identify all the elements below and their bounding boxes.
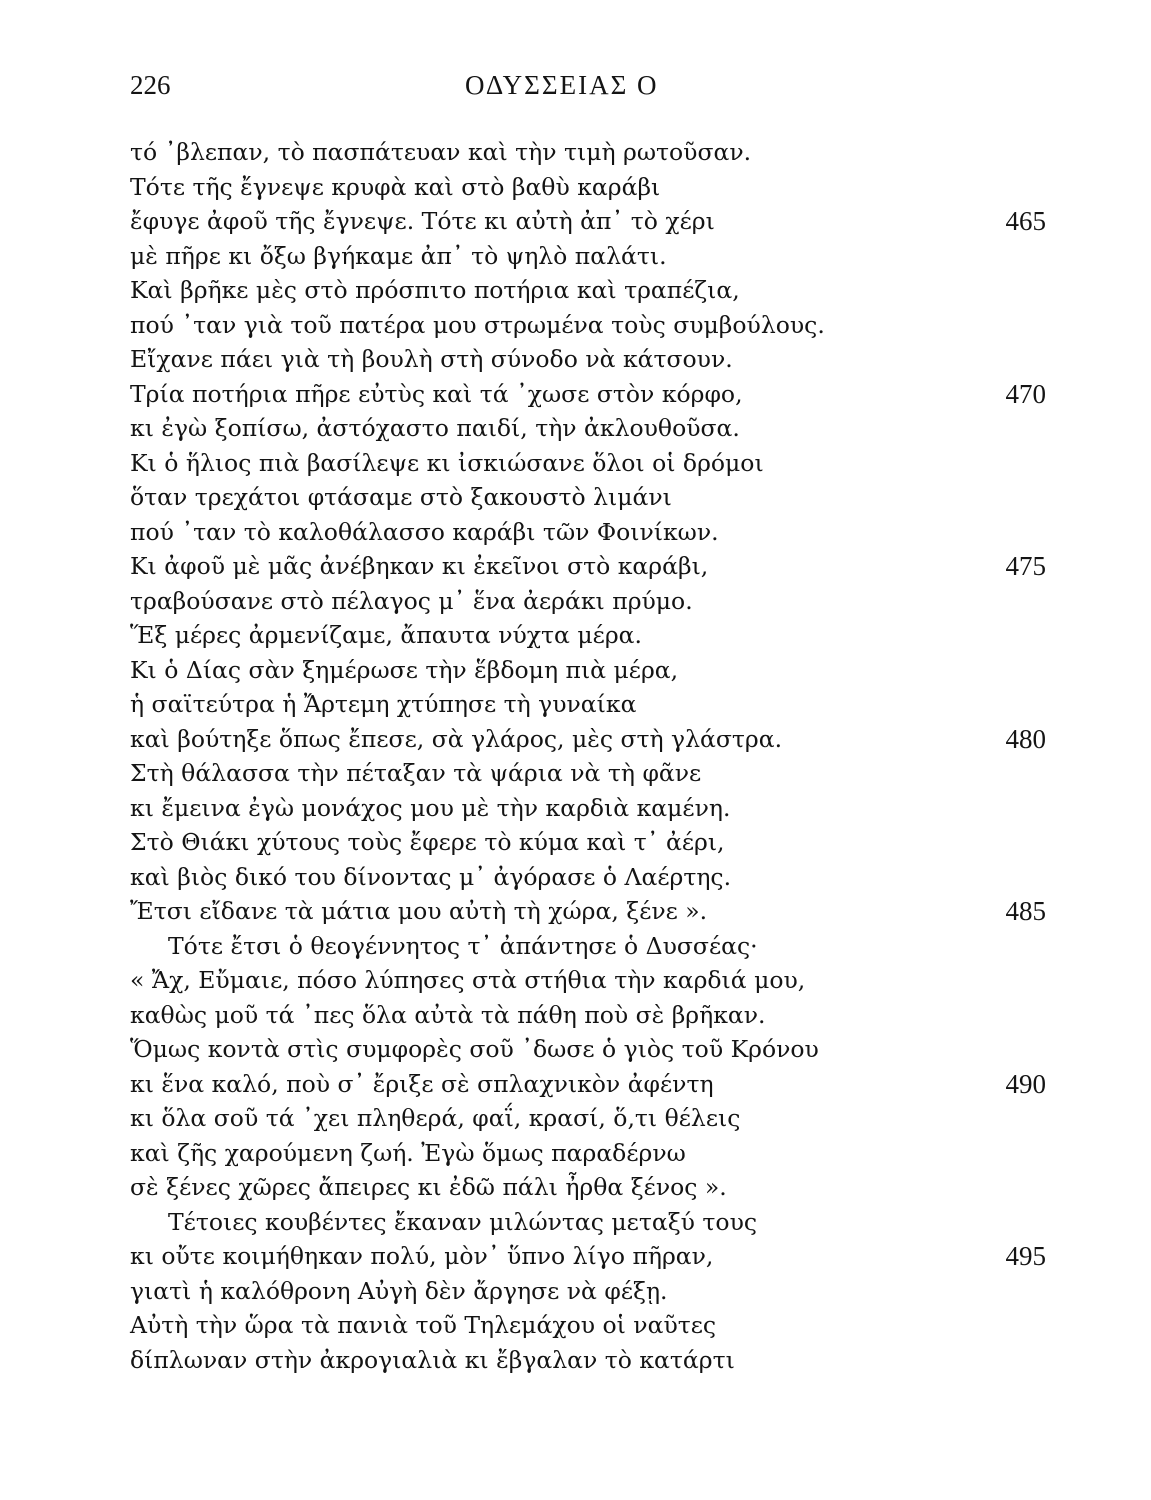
verse-line — [130, 894, 1048, 929]
verse-text: σὲ ξένες χῶρες ἄπειρες κι ἐδῶ πάλι ἦρθα ξένος ». — [130, 1173, 727, 1201]
verse-line — [130, 515, 1048, 550]
verse-line — [130, 239, 1048, 274]
verse-block — [130, 135, 1048, 1377]
verse-line — [130, 1032, 1048, 1067]
verse-line — [130, 308, 1048, 343]
verse-text: Καὶ βρῆκε μὲς στὸ πρόσπιτο ποτήρια καὶ τραπέζια, — [130, 276, 740, 304]
verse-text: καθὼς μοῦ τά ᾽πες ὅλα αὐτὰ τὰ πάθη ποὺ σὲ βρῆκαν. — [130, 1000, 766, 1029]
verse-line — [130, 446, 1048, 481]
line-number: 465 — [1005, 206, 1046, 236]
verse-line — [130, 860, 1048, 895]
verse-line — [130, 791, 1048, 826]
verse-text: καὶ βούτηξε ὅπως ἔπεσε, σὰ γλάρος, μὲς στὴ γλάστρα. — [130, 724, 783, 753]
verse-text: Εἴχανε πάει γιὰ τὴ βουλὴ στὴ σύνοδο νὰ κάτσουν. — [130, 345, 733, 373]
verse-line — [130, 377, 1048, 412]
verse-text: καὶ ζῆς χαρούμενη ζωή. Ἐγὼ ὅμως παραδέρνω — [130, 1138, 686, 1167]
line-number: 480 — [1005, 723, 1046, 754]
verse-line — [130, 1101, 1048, 1136]
verse-text: τό ᾽βλεπαν, τὸ πασπάτευαν καὶ τὴν τιμὴ ρωτοῦσαν. — [130, 138, 752, 166]
verse-line — [130, 722, 1048, 757]
verse-text: ἔφυγε ἀφοῦ τῆς ἔγνεψε. Τότε κι αὐτὴ ἀπ᾽ τὸ χέρι — [130, 207, 715, 235]
verse-line — [130, 1067, 1048, 1102]
verse-text: Ἔτσι εἴδανε τὰ μάτια μου αὐτὴ τὴ χώρα, ξένε ». — [130, 897, 708, 925]
verse-text: πού ᾽ταν γιὰ τοῦ πατέρα μου στρωμένα τοὺς συμβούλους. — [130, 310, 825, 339]
verse-line — [130, 549, 1048, 584]
verse-text: Κι ἀφοῦ μὲ μᾶς ἀνέβηκαν κι ἐκεῖνοι στὸ καράβι, — [130, 552, 709, 580]
page-header — [130, 70, 1048, 110]
verse-line — [130, 929, 1048, 964]
verse-line — [130, 756, 1048, 791]
verse-text: τραβούσανε στὸ πέλαγος μ᾽ ἕνα ἀεράκι πρύμο. — [130, 586, 693, 615]
verse-text: Τέτοιες κουβέντες ἔκαναν μιλώντας μεταξύ τους — [168, 1207, 758, 1236]
verse-text: κι ἔμεινα ἐγὼ μονάχος μου μὲ τὴν καρδιὰ καμένη. — [130, 793, 731, 822]
verse-text: ὅταν τρεχάτοι φτάσαμε στὸ ξακουστὸ λιμάνι — [130, 483, 672, 511]
line-number: 475 — [1005, 551, 1046, 581]
running-title: ΟΔΥΣΣΕΙΑΣ Ο — [465, 70, 659, 100]
verse-line — [130, 342, 1048, 377]
line-number: 495 — [1005, 1241, 1046, 1271]
verse-line — [130, 618, 1048, 653]
verse-line — [130, 1343, 1048, 1378]
verse-text: Ἕξ μέρες ἀρμενίζαμε, ἄπαυτα νύχτα μέρα. — [130, 621, 642, 649]
verse-line — [130, 1308, 1048, 1343]
line-number: 485 — [1005, 896, 1046, 926]
verse-text: Τότε τῆς ἔγνεψε κρυφὰ καὶ στὸ βαθὺ καράβι — [130, 172, 661, 201]
verse-line — [130, 1239, 1048, 1274]
verse-line — [130, 411, 1048, 446]
verse-text: Ὅμως κοντὰ στὶς συμφορὲς σοῦ ᾽δωσε ὁ γιὸς τοῦ Κρόνου — [130, 1035, 819, 1063]
verse-line — [130, 1170, 1048, 1205]
verse-text: κι ὅλα σοῦ τά ᾽χει πληθερά, φαΐ, κρασί, ὅ,τι θέλεις — [130, 1104, 741, 1132]
verse-line — [130, 204, 1048, 239]
verse-text: μὲ πῆρε κι ὄξω βγήκαμε ἀπ᾽ τὸ ψηλὸ παλάτι. — [130, 241, 667, 270]
verse-line — [130, 273, 1048, 308]
verse-line — [130, 584, 1048, 619]
verse-text: Τρία ποτήρια πῆρε εὐτὺς καὶ τά ᾽χωσε στὸν κόρφο, — [130, 379, 743, 408]
line-number: 490 — [1005, 1068, 1046, 1099]
verse-text: ἡ σαϊτεύτρα ἡ Ἄρτεμη χτύπησε τὴ γυναίκα — [130, 690, 637, 718]
verse-line — [130, 998, 1048, 1033]
verse-line — [130, 1274, 1048, 1309]
page-number: 226 — [130, 70, 171, 100]
verse-line — [130, 135, 1048, 170]
verse-line — [130, 963, 1048, 998]
verse-text: κι ἐγὼ ξοπίσω, ἀστόχαστο παιδί, τὴν ἀκλουθοῦσα. — [130, 414, 740, 442]
verse-text: Στὴ θάλασσα τὴν πέταξαν τὰ ψάρια νὰ τὴ φᾶνε — [130, 759, 702, 787]
verse-text: κι οὔτε κοιμήθηκαν πολύ, μὸν᾽ ὕπνο λίγο πῆραν, — [130, 1242, 714, 1270]
verse-text: καὶ βιὸς δικό του δίνοντας μ᾽ ἀγόρασε ὁ Λαέρτης. — [130, 862, 732, 891]
verse-text: Κι ὁ ἥλιος πιὰ βασίλεψε κι ἰσκιώσανε ὅλοι οἱ δρόμοι — [130, 448, 764, 477]
verse-text: πού ᾽ταν τὸ καλοθάλασσο καράβι τῶν Φοινίκων. — [130, 517, 719, 546]
verse-text: Στὸ Θιάκι χύτους τοὺς ἔφερε τὸ κύμα καὶ τ᾽ ἀέρι, — [130, 828, 725, 856]
line-number: 470 — [1005, 378, 1046, 409]
verse-text: Τότε ἔτσι ὁ θεογέννητος τ᾽ ἀπάντησε ὁ Δυσσέας· — [168, 931, 758, 960]
verse-text: Κι ὁ Δίας σὰν ξημέρωσε τὴν ἕβδομη πιὰ μέρα, — [130, 655, 679, 684]
verse-text: « Ἄχ, Εὔμαιε, πόσο λύπησες στὰ στήθια τὴν καρδιά μου, — [130, 966, 806, 994]
verse-text: γιατὶ ἡ καλόθρονη Αὐγὴ δὲν ἄργησε νὰ φέξῃ. — [130, 1276, 668, 1305]
verse-text: κι ἕνα καλό, ποὺ σ᾽ ἔριξε σὲ σπλαχνικὸν ἀφέντη — [130, 1069, 714, 1098]
verse-line — [130, 653, 1048, 688]
verse-text: Αὐτὴ τὴν ὥρα τὰ πανιὰ τοῦ Τηλεμάχου οἱ ναῦτες — [130, 1311, 717, 1339]
verse-line — [130, 687, 1048, 722]
verse-line — [130, 1136, 1048, 1171]
verse-line — [130, 825, 1048, 860]
verse-text: δίπλωναν στὴν ἀκρογιαλιὰ κι ἔβγαλαν τὸ κατάρτι — [130, 1345, 735, 1374]
verse-line — [130, 170, 1048, 205]
verse-line — [130, 480, 1048, 515]
verse-line — [130, 1205, 1048, 1240]
